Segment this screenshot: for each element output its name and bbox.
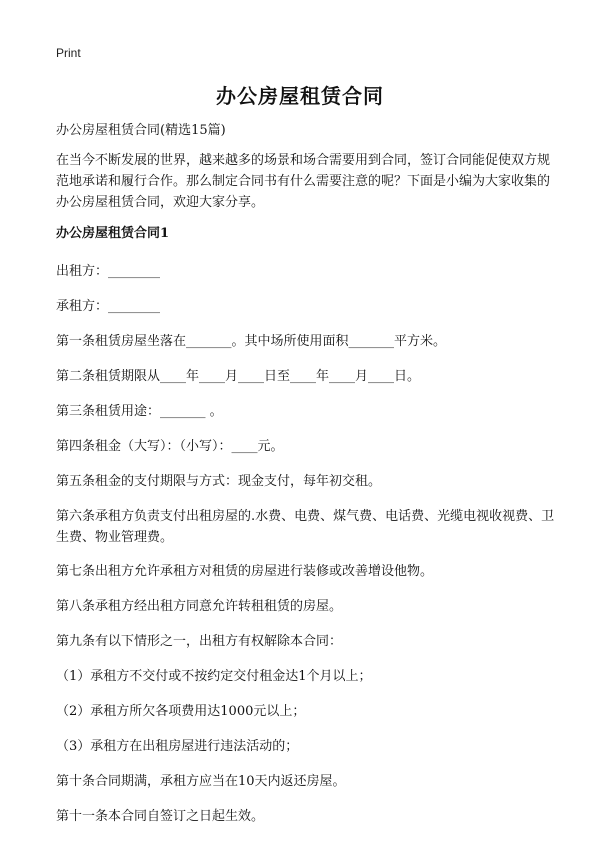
clause-5-payment: 第五条租金的支付期限与方式：现金支付，每年初交租。 — [56, 474, 382, 489]
section-heading: 办公房屋租赁合同1 — [56, 226, 170, 241]
clause-8-sublet: 第八条承租方经出租方同意允许转租租赁的房屋。 — [56, 599, 343, 614]
document-body — [56, 120, 556, 841]
clause-10-return: 第十条合同期满，承租方应当在10天内返还房屋。 — [56, 774, 346, 789]
clause-9-item-3: （3）承租方在出租房屋进行违法活动的； — [56, 739, 299, 754]
clause-6-fees: 第六条承租方负责支付出租房屋的.水费、电费、煤气费、电话费、光缆电视收视费、卫生费、物业管理费。 — [56, 509, 555, 545]
clause-1-location: 第一条租赁房屋坐落在_______。其中场所使用面积_______平方米。 — [56, 334, 447, 349]
clause-9-termination: 第九条有以下情形之一，出租方有权解除本合同： — [56, 634, 343, 649]
document-title: 办公房屋租赁合同 — [216, 84, 384, 108]
clause-lessee: 承租方：________ — [56, 299, 161, 314]
clause-7-renovation: 第七条出租方允许承租方对租赁的房屋进行装修或改善增设他物。 — [56, 564, 434, 579]
clause-2-term: 第二条租赁期限从____年____月____日至____年____月____日。 — [56, 369, 421, 384]
intro-paragraph: 在当今不断发展的世界，越来越多的场景和场合需要用到合同，签订合同能促使双方规范地承诺和履行合作。那么制定合同书有什么需要注意的呢？下面是小编为大家收集的办公房屋租赁合同，欢迎大家分享。 — [56, 153, 551, 210]
clause-3-purpose: 第三条租赁用途：_______ 。 — [56, 404, 223, 419]
clause-9-item-2: （2）承租方所欠各项费用达1000元以上； — [56, 704, 306, 719]
clause-11-effective: 第十一条本合同自签订之日起生效。 — [56, 809, 265, 824]
print-label: Print — [56, 46, 81, 60]
document-subtitle: 办公房屋租赁合同(精选15篇) — [56, 123, 226, 138]
clause-4-rent: 第四条租金（大写）：（小写）：____元。 — [56, 439, 284, 454]
clause-9-item-1: （1）承租方不交付或不按约定交付租金达1个月以上； — [56, 669, 372, 684]
clause-lessor: 出租方：________ — [56, 264, 161, 279]
